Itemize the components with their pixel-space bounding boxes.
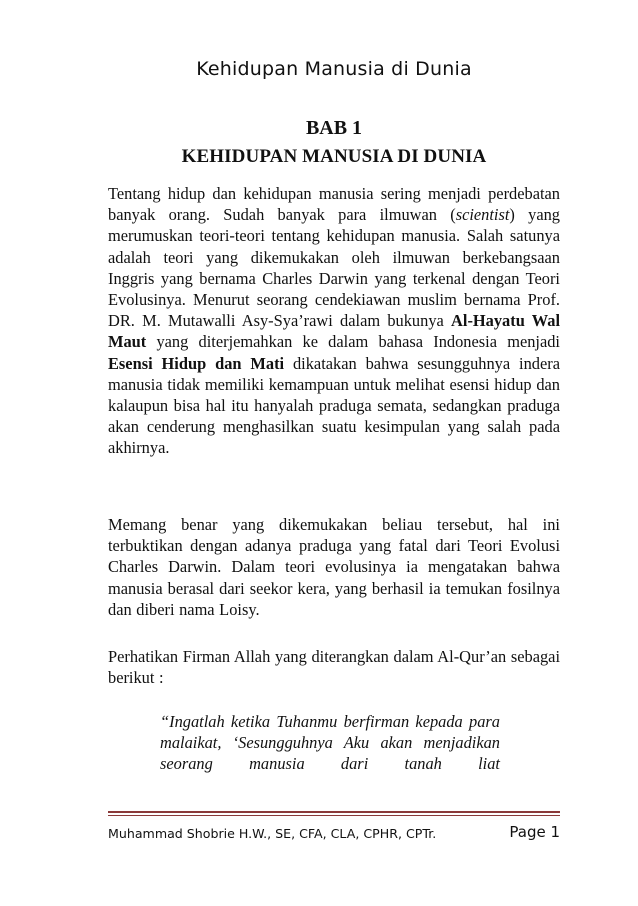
paragraph-1-text-a: Tentang hidup dan kehidupan manusia sering menjadi perdebatan banyak orang. Sudah banyak para ilmuwan ( <box>108 184 560 225</box>
footer-rule <box>108 811 560 813</box>
footer-rule-thin <box>108 815 560 816</box>
paragraph-3: Perhatikan Firman Allah yang diterangkan dalam Al-Qur’an sebagai berikut : <box>108 647 560 688</box>
paragraph-1 <box>108 183 560 459</box>
paragraph-2: Memang benar yang dikemukakan beliau tersebut, hal ini terbuktikan dengan adanya praduga yang fatal dari Teori Evolusi Charles Darwin. Dalam teori evolusinya ia mengatakan bahwa manusia berasal dari seekor kera, yang berhasil ia temukan fosilnya dan diberi nama Loisy. <box>108 515 560 619</box>
chapter-title: KEHIDUPAN MANUSIA DI DUNIA <box>181 146 487 167</box>
page-number: Page 1 <box>509 823 560 841</box>
footer-author: Muhammad Shobrie H.W., SE, CFA, CLA, CPHR, CPTr. <box>108 826 437 841</box>
book-title-arabic: Al-Hayatu Wal Maut <box>108 311 560 352</box>
paragraph-1-text-d: dikatakan bahwa sesungguhnya indera manusia tidak memiliki kemampuan untuk melihat esensi hidup dan kalaupun bisa hal itu hanyalah praduga semata, sedangkan praduga akan cenderung menghasilkan suatu kesimpulan yang salah pada akhirnya. <box>108 353 560 458</box>
chapter-number: BAB 1 <box>305 117 363 139</box>
book-title-indonesian: Esensi Hidup dan Mati <box>108 353 285 373</box>
paragraph-1-italic-term: scientist <box>455 205 510 225</box>
paragraph-1-text-c: yang diterjemahkan ke dalam bahasa Indonesia menjadi <box>146 332 560 352</box>
quran-quote: “Ingatlah ketika Tuhanmu berfirman kepada para malaikat, ‘Sesungguhnya Aku akan menjadikan seorang manusia dari tanah liat <box>160 712 500 774</box>
page-header: Kehidupan Manusia di Dunia <box>196 58 472 80</box>
paragraph-1-text-b: ) yang merumuskan teori-teori tentang kehidupan manusia. Salah satunya adalah teori yang dikemukakan oleh ilmuwan berkebangsaan Inggris yang bernama Charles Darwin yang terkenal dengan Teori Evolusinya. Menurut seorang cendekiawan muslim bernama Prof. DR. M. Mutawalli Asy-Sya’rawi dalam bukunya <box>108 205 560 331</box>
